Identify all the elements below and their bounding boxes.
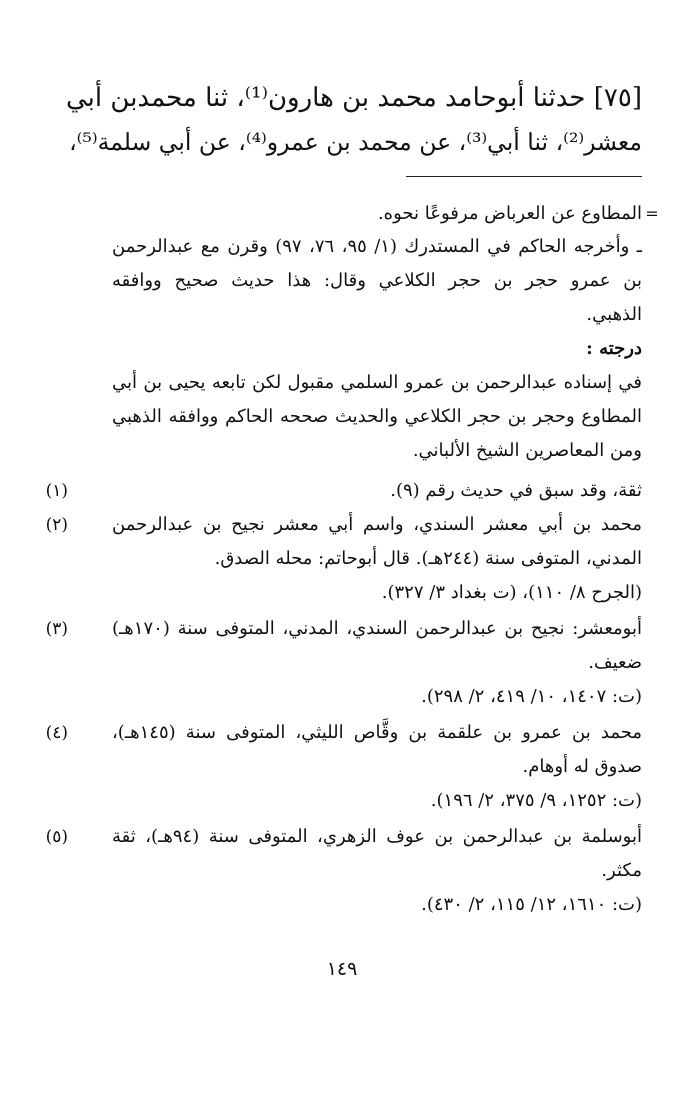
footnote-5-line: (ت: ١٦١٠، ١٢/ ١١٥، ٢/ ٤٣٠).	[421, 894, 642, 915]
hadith-text-line-2: معشر⁽²⁾، ثنا أبي⁽³⁾، عن محمد بن عمرو⁽⁴⁾، عن أبي سلمة⁽⁵⁾،	[69, 128, 642, 156]
footnote-number-1: (١)	[45, 481, 68, 501]
footnote-2-line: محمد بن أبي معشر السندي، واسم أبي معشر نجيح بن عبدالرحمن	[112, 514, 642, 535]
footnote-2-line: المدني، المتوفى سنة (٢٤٤هـ). قال أبوحاتم: محله الصدق.	[214, 548, 642, 569]
footnote-2-line: (الجرح ٨/ ١١٠)، (ت بغداد ٣/ ٣٢٧).	[381, 582, 642, 603]
footnote-number-3: (٣)	[45, 619, 68, 639]
footnote-5-line: أبوسلمة بن عبدالرحمن بن عوف الزهري، المتوفى سنة (٩٤هـ)، ثقة	[112, 826, 642, 847]
footnote-line: الذهبي.	[586, 304, 642, 325]
footnote-line: بن عمرو حجر بن حجر الكلاعي وقال: هذا حديث صحيح ووافقه	[112, 270, 642, 291]
footnote-line: في إسناده عبدالرحمن بن عمرو السلمي مقبول لكن تابعه يحيى بن أبي	[112, 372, 642, 393]
footnote-number-2: (٢)	[45, 515, 68, 535]
footnote-line: ومن المعاصرين الشيخ الألباني.	[412, 440, 642, 461]
section-heading-grade: درجته :	[586, 338, 642, 359]
footnote-line: ـ وأخرجه الحاكم في المستدرك (١/ ٩٥، ٧٦، ٩٧) وقرن مع عبدالرحمن	[112, 236, 643, 257]
footnote-3-line: ضعيف.	[588, 652, 642, 673]
footnote-4-line: (ت: ١٢٥٢، ٩/ ٣٧٥، ٢/ ١٩٦).	[430, 790, 642, 811]
footnote-3-line: أبومعشر: نجيح بن عبدالرحمن السندي، المدني، المتوفى سنة (١٧٠هـ)	[112, 618, 642, 639]
footnote-3-line: (ت: ١٤٠٧، ١٠/ ٤١٩، ٢/ ٢٩٨).	[421, 686, 642, 707]
hadith-text-line-1: [٧٥] حدثنا أبوحامد محمد بن هارون⁽¹⁾، ثنا محمدبن أبي	[66, 83, 642, 113]
footnote-separator	[406, 176, 642, 177]
footnote-number-4: (٤)	[45, 723, 68, 743]
footnote-4-line: محمد بن عمرو بن علقمة بن وقَّاص الليثي، المتوفى سنة (١٤٥هـ)،	[112, 722, 642, 743]
footnote-1-line: ثقة، وقد سبق في حديث رقم (٩).	[390, 480, 642, 501]
footnote-5-line: مكثر.	[601, 860, 642, 881]
footnote-line: المطاوع عن العرباض مرفوعًا نحوه.	[377, 203, 642, 224]
page-number: ١٤٩	[326, 958, 358, 980]
footnote-continuation-marker: =	[645, 204, 659, 223]
footnote-number-5: (٥)	[45, 827, 68, 847]
footnote-line: المطاوع وحجر بن حجر الكلاعي والحديث صححه الحاكم ووافقه الذهبي	[112, 406, 642, 427]
footnote-4-line: صدوق له أوهام.	[522, 756, 642, 777]
